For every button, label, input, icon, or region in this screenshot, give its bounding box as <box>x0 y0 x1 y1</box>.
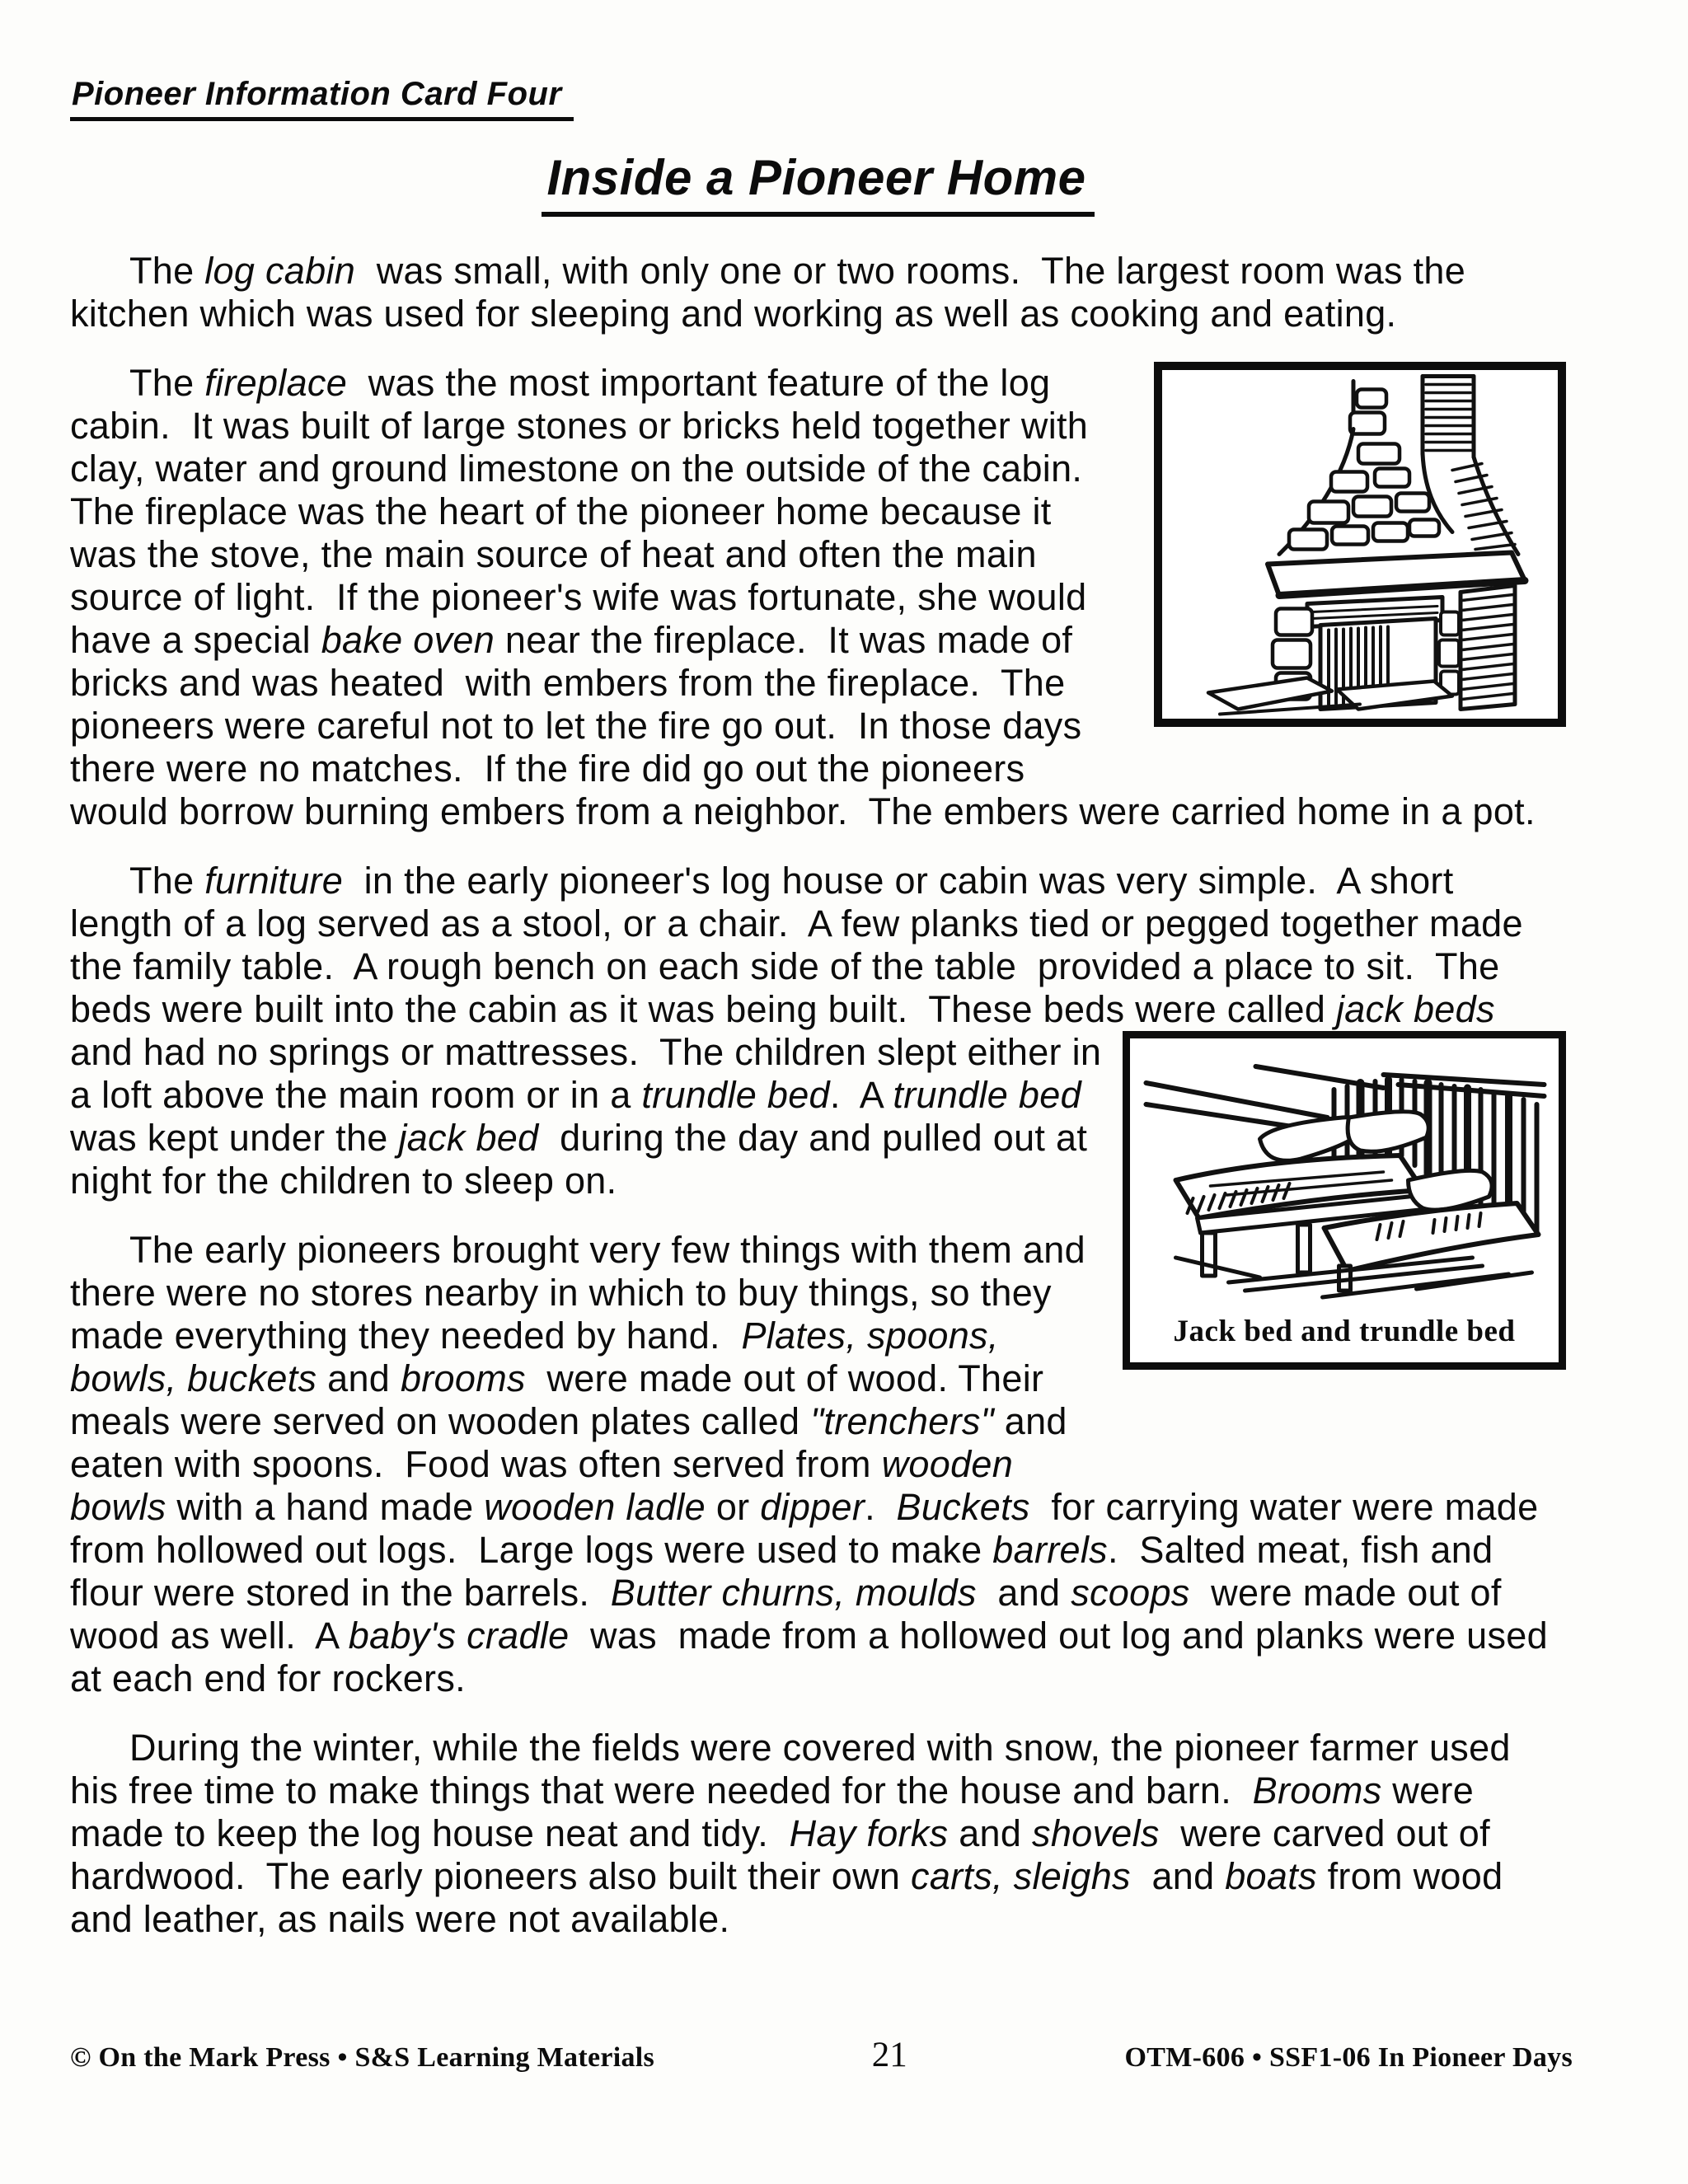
jackbed-caption: Jack bed and trundle bed <box>1173 1315 1516 1348</box>
paragraph-text: The furniture in the early pioneer's log house or cabin was very simple. A short length of a log served as a stool, or a chair. A few planks tied or pegged together made the family table. A rough bench on each side of the table provided a place to sit. The beds were built into the cabin as it was being built. These beds were called jack beds and had no springs or mattresses. The children slept either in a loft above the main room or in a trundle bed. A trundle bed was kept under the jack bed during the day and pulled out at night for the children to sleep on. <box>70 860 1534 1202</box>
paragraph-text: The fireplace was the most important feature of the log cabin. It was built of large stones or bricks held together with clay, water and ground limestone on the outside of the cabin. The fireplace was the heart of the pioneer home because it was the stove, the main source of heat and often the main source of light. If the pioneer's wife was fortunate, she would have a special bake oven near the fireplace. It was made of bricks and was heated with embers from the fireplace. The pioneers were careful not to let the fire go out. In those days there were no matches. If the fire did go out the pioneers would borrow burning embers from a neighbor. The embers were carried home in a pot. <box>70 362 1536 832</box>
paragraph-text: The log cabin was small, with only one or two rooms. The largest room was the kitchen which was used for sleeping and working as well as cooking and eating. <box>70 250 1476 335</box>
fireplace-illustration <box>1162 370 1558 719</box>
title-row <box>70 149 1566 217</box>
paragraph-text: The early pioneers brought very few things with them and there were no stores nearby in which to buy things, so they made everything they needed by hand. Plates, spoons, bowls, buckets and brooms were made out of wood. Their meals were served on wooden plates called "trenchers" and eaten with spoons. Food was often served from wooden bowls with a hand made wooden ladle or dipper. Buckets for carrying water were made from hollowed out logs. Large logs were used to make barrels. Salted meat, fish and flour were stored in the barrels. Butter churns, moulds and scoops were made out of wood as well. A baby's cradle was made from a hollowed out log and planks were used at each end for rockers. <box>70 1229 1559 1699</box>
header-kicker: Pioneer Information Card Four <box>70 76 574 121</box>
page-title: Inside a Pioneer Home <box>542 149 1094 217</box>
page-number: 21 <box>871 2036 907 2074</box>
page-content <box>70 76 1566 1967</box>
product-code: OTM-606 • SSF1-06 In Pioneer Days <box>1124 2042 1573 2073</box>
fireplace-frame <box>1154 362 1566 727</box>
jackbed-frame <box>1123 1031 1566 1370</box>
body-text <box>70 250 1566 1941</box>
paragraph-fireplace <box>70 362 1566 833</box>
jackbed-illustration <box>1135 1042 1554 1314</box>
footer <box>70 2035 1573 2075</box>
paragraph-winter <box>70 1727 1566 1941</box>
paragraph-log-cabin <box>70 250 1566 335</box>
jackbed-figure <box>1106 1031 1566 1460</box>
copyright-text: © On the Mark Press • S&S Learning Materials <box>70 2042 655 2073</box>
paragraph-text: During the winter, while the fields were covered with snow, the pioneer farmer used his free time to make things that were needed for the house and barn. Brooms were made to keep the log house neat and tidy. Hay forks and shovels were carved out of hardwood. The early pioneers also built their own carts, sleighs and boats from wood and leather, as nails were not available. <box>70 1727 1522 1940</box>
paragraph-furniture <box>70 860 1566 1348</box>
header <box>70 76 1566 121</box>
fireplace-figure <box>1111 362 1566 774</box>
